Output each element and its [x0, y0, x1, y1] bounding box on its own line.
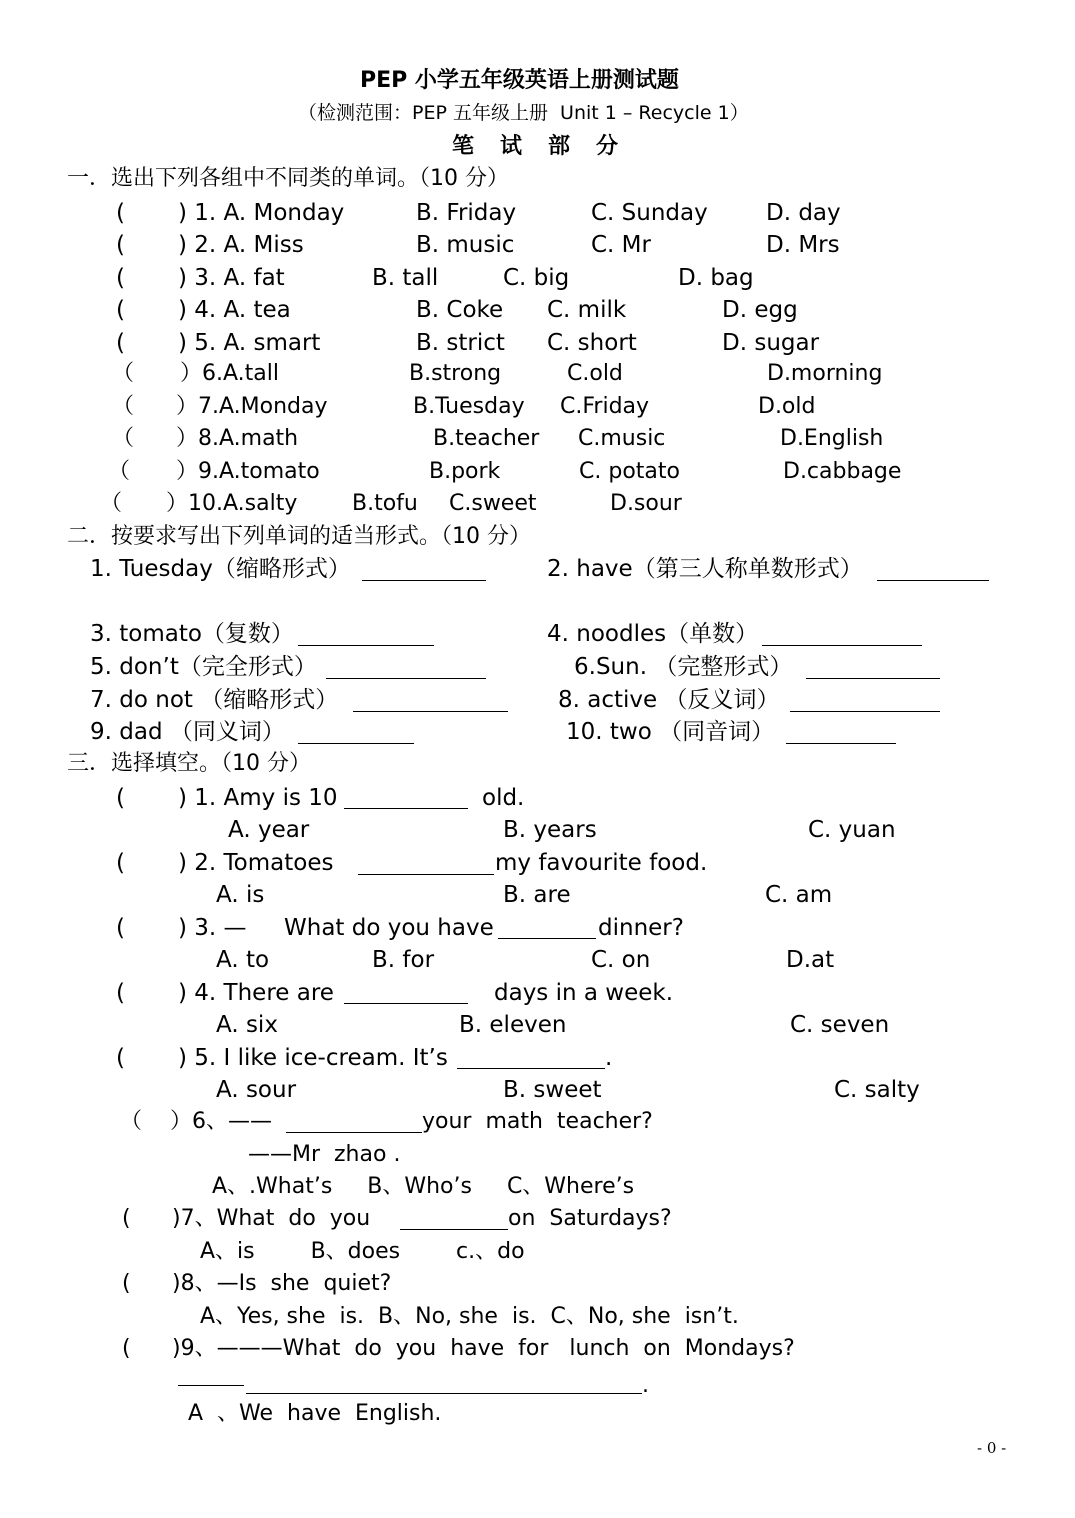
q8-paren: (: [122, 1271, 131, 1296]
s2-item-10-answer-blank[interactable]: [786, 743, 896, 744]
s2-item-10: 10. two （同音词）: [566, 719, 775, 745]
s1-row-3-paren: (: [116, 265, 125, 291]
q9-answer-blank[interactable]: [246, 1393, 642, 1394]
s2-item-8: 8. active （反义词）: [558, 687, 780, 713]
section-1-heading: 一．选出下列各组中不同类的单词。（10 分）: [67, 166, 509, 191]
s1-row-4-option-d: D. egg: [722, 297, 798, 323]
page-title: PEP 小学五年级英语上册测试题: [360, 68, 679, 93]
s1-row-9-option-d: D.cabbage: [783, 459, 902, 484]
q5-paren: (: [116, 1045, 125, 1071]
s1-row-6-option-d: D.morning: [767, 361, 883, 386]
s1-row-7-option-d: D.old: [758, 394, 816, 419]
s1-row-1-paren: (: [116, 200, 125, 226]
q6-answer-blank[interactable]: [286, 1132, 422, 1133]
q8-options: A、Yes, she is. B、No, she is. C、No, she isn’t.: [200, 1304, 739, 1329]
s1-row-7-option-a: ）7.A.Monday: [176, 394, 328, 419]
q1-stem: ) 1. Amy is 10: [178, 785, 338, 811]
s1-row-1-option-d: D. day: [766, 200, 841, 226]
s1-row-3-option-a: ) 3. A. fat: [178, 265, 285, 291]
q1-answer-blank[interactable]: [344, 808, 468, 809]
s1-row-2-paren: (: [116, 232, 125, 258]
part-heading: 笔试部分: [452, 134, 645, 159]
q7-answer-blank[interactable]: [400, 1229, 508, 1230]
s1-row-10-option-d: D.sour: [610, 491, 682, 516]
q9-answer-end: .: [642, 1373, 649, 1398]
q6-paren: （: [120, 1109, 143, 1134]
q4-paren: (: [116, 980, 125, 1006]
s1-row-9-option-a: ）9.A.tomato: [176, 459, 320, 484]
q1-stem-end: old.: [482, 785, 525, 811]
s1-row-6-paren: （: [112, 361, 135, 386]
s2-item-9: 9. dad （同义词）: [90, 719, 285, 745]
s1-row-7-option-c: C.Friday: [560, 394, 650, 419]
s2-item-1: 1. Tuesday（缩略形式）: [90, 556, 351, 582]
s1-row-1-option-c: C. Sunday: [591, 200, 708, 226]
q3-option-b: B. for: [372, 947, 435, 973]
q7-paren: (: [122, 1206, 131, 1231]
s1-row-5-option-a: ) 5. A. smart: [178, 330, 321, 356]
q5-option-c: C. salty: [834, 1077, 920, 1103]
s2-item-4-answer-blank[interactable]: [762, 645, 922, 646]
q4-option-c: C. seven: [790, 1012, 890, 1038]
q2-option-b: B. are: [503, 882, 571, 908]
s2-item-3: 3. tomato（复数）: [90, 621, 294, 647]
s1-row-10-option-a: ）10.A.salty: [166, 491, 298, 516]
q2-paren: (: [116, 850, 125, 876]
q9-paren: (: [122, 1336, 131, 1361]
s1-row-6-option-c: C.old: [567, 361, 623, 386]
s1-row-10-paren: （: [100, 491, 123, 516]
q3-paren: (: [116, 915, 125, 941]
q4-stem-end: days in a week.: [494, 980, 674, 1006]
q1-option-b: B. years: [503, 817, 597, 843]
s1-row-8-paren: （: [112, 426, 135, 451]
s1-row-5-option-d: D. sugar: [722, 330, 820, 356]
s1-row-10-option-b: B.tofu: [352, 491, 418, 516]
q9-options: A 、We have English.: [188, 1401, 442, 1426]
q3-stem: ) 3. —: [178, 915, 247, 941]
q2-stem: ) 2. Tomatoes: [178, 850, 334, 876]
s2-item-6: 6.Sun. （完整形式）: [574, 654, 793, 680]
s1-row-2-option-c: C. Mr: [591, 232, 651, 258]
q3-stem-end: dinner?: [598, 915, 684, 941]
q7-stem: )7、What do you: [172, 1206, 371, 1231]
s2-item-1-answer-blank[interactable]: [362, 580, 486, 581]
q9-stem: )9、———What do you have for lunch on Mondays?: [172, 1336, 795, 1361]
s1-row-6-option-b: B.strong: [409, 361, 502, 386]
q1-option-a: A. year: [228, 817, 310, 843]
q5-stem: ) 5. I like ice-cream. It’s: [178, 1045, 448, 1071]
s1-row-1-option-b: B. Friday: [416, 200, 517, 226]
q2-stem-end: my favourite food.: [495, 850, 708, 876]
s1-row-2-option-b: B. music: [416, 232, 515, 258]
s1-row-7-paren: （: [112, 394, 135, 419]
page-number: - 0 -: [977, 1439, 1007, 1457]
s1-row-4-option-a: ) 4. A. tea: [178, 297, 291, 323]
test-scope: （检测范围：PEP 五年级上册 Unit 1 – Recycle 1）: [298, 102, 749, 124]
q7-options: A、is B、does c.、do: [200, 1239, 525, 1264]
s1-row-8-option-b: B.teacher: [433, 426, 540, 451]
q3-option-a: A. to: [216, 947, 270, 973]
q6-options: A、.What’s B、Who’s C、Where’s: [212, 1174, 635, 1199]
s2-item-6-answer-blank[interactable]: [806, 678, 940, 679]
q3-option-d: D.at: [786, 947, 835, 973]
s1-row-5-paren: (: [116, 330, 125, 356]
s2-item-9-answer-blank[interactable]: [298, 743, 414, 744]
q4-stem: ) 4. There are: [178, 980, 334, 1006]
q4-answer-blank[interactable]: [344, 1003, 468, 1004]
q7-stem-end: on Saturdays?: [508, 1206, 672, 1231]
q5-answer-blank[interactable]: [457, 1068, 605, 1069]
s2-item-5-answer-blank[interactable]: [326, 678, 486, 679]
q5-option-b: B. sweet: [503, 1077, 602, 1103]
q1-option-c: C. yuan: [808, 817, 896, 843]
q5-stem-end: .: [605, 1045, 613, 1071]
q9-answer-dash: [178, 1385, 244, 1386]
s1-row-6-option-a: ）6.A.tall: [180, 361, 279, 386]
q2-option-a: A. is: [216, 882, 265, 908]
s1-row-2-option-a: ) 2. A. Miss: [178, 232, 304, 258]
q3-option-c: C. on: [591, 947, 651, 973]
s2-item-5: 5. don’t（完全形式）: [90, 654, 317, 680]
q3-stem-mid: What do you have: [284, 915, 494, 941]
q6-stem-end: your math teacher?: [422, 1109, 653, 1134]
s1-row-3-option-d: D. bag: [678, 265, 754, 291]
q1-paren: (: [116, 785, 125, 811]
s2-item-4: 4. noodles（单数）: [547, 621, 759, 647]
s1-row-8-option-a: ）8.A.math: [176, 426, 299, 451]
s2-item-2-answer-blank[interactable]: [877, 580, 989, 581]
section-2-heading: 二．按要求写出下列单词的适当形式。（10 分）: [67, 524, 531, 549]
s1-row-3-option-b: B. tall: [372, 265, 439, 291]
s1-row-1-option-a: ) 1. A. Monday: [178, 200, 345, 226]
section-3-heading: 三．选择填空。（10 分）: [67, 751, 311, 776]
s1-row-5-option-b: B. strict: [416, 330, 505, 356]
q2-option-c: C. am: [765, 882, 833, 908]
s2-item-7: 7. do not （缩略形式）: [90, 687, 339, 713]
s1-row-2-option-d: D. Mrs: [766, 232, 840, 258]
s1-row-4-option-b: B. Coke: [416, 297, 504, 323]
q4-option-a: A. six: [216, 1012, 278, 1038]
s1-row-9-paren: （: [108, 459, 131, 484]
q6-stem: ）6、——: [170, 1109, 272, 1134]
q8-stem: )8、—Is she quiet?: [172, 1271, 392, 1296]
s1-row-4-option-c: C. milk: [547, 297, 627, 323]
s1-row-9-option-c: C. potato: [579, 459, 680, 484]
s1-row-8-option-c: C.music: [578, 426, 666, 451]
q2-answer-blank[interactable]: [358, 874, 494, 875]
s2-item-7-answer-blank[interactable]: [353, 711, 508, 712]
s2-item-2: 2. have（第三人称单数形式）: [547, 556, 863, 582]
s1-row-8-option-d: D.English: [780, 426, 884, 451]
s2-item-3-answer-blank[interactable]: [298, 645, 434, 646]
s1-row-4-paren: (: [116, 297, 125, 323]
s1-row-10-option-c: C.sweet: [449, 491, 537, 516]
q5-option-a: A. sour: [216, 1077, 297, 1103]
s1-row-9-option-b: B.pork: [429, 459, 501, 484]
q3-answer-blank[interactable]: [498, 938, 596, 939]
s1-row-7-option-b: B.Tuesday: [413, 394, 525, 419]
s1-row-3-option-c: C. big: [503, 265, 570, 291]
q4-option-b: B. eleven: [459, 1012, 567, 1038]
q6-reply: ——Mr zhao .: [248, 1142, 401, 1167]
s2-item-8-answer-blank[interactable]: [790, 711, 940, 712]
s1-row-5-option-c: C. short: [547, 330, 637, 356]
